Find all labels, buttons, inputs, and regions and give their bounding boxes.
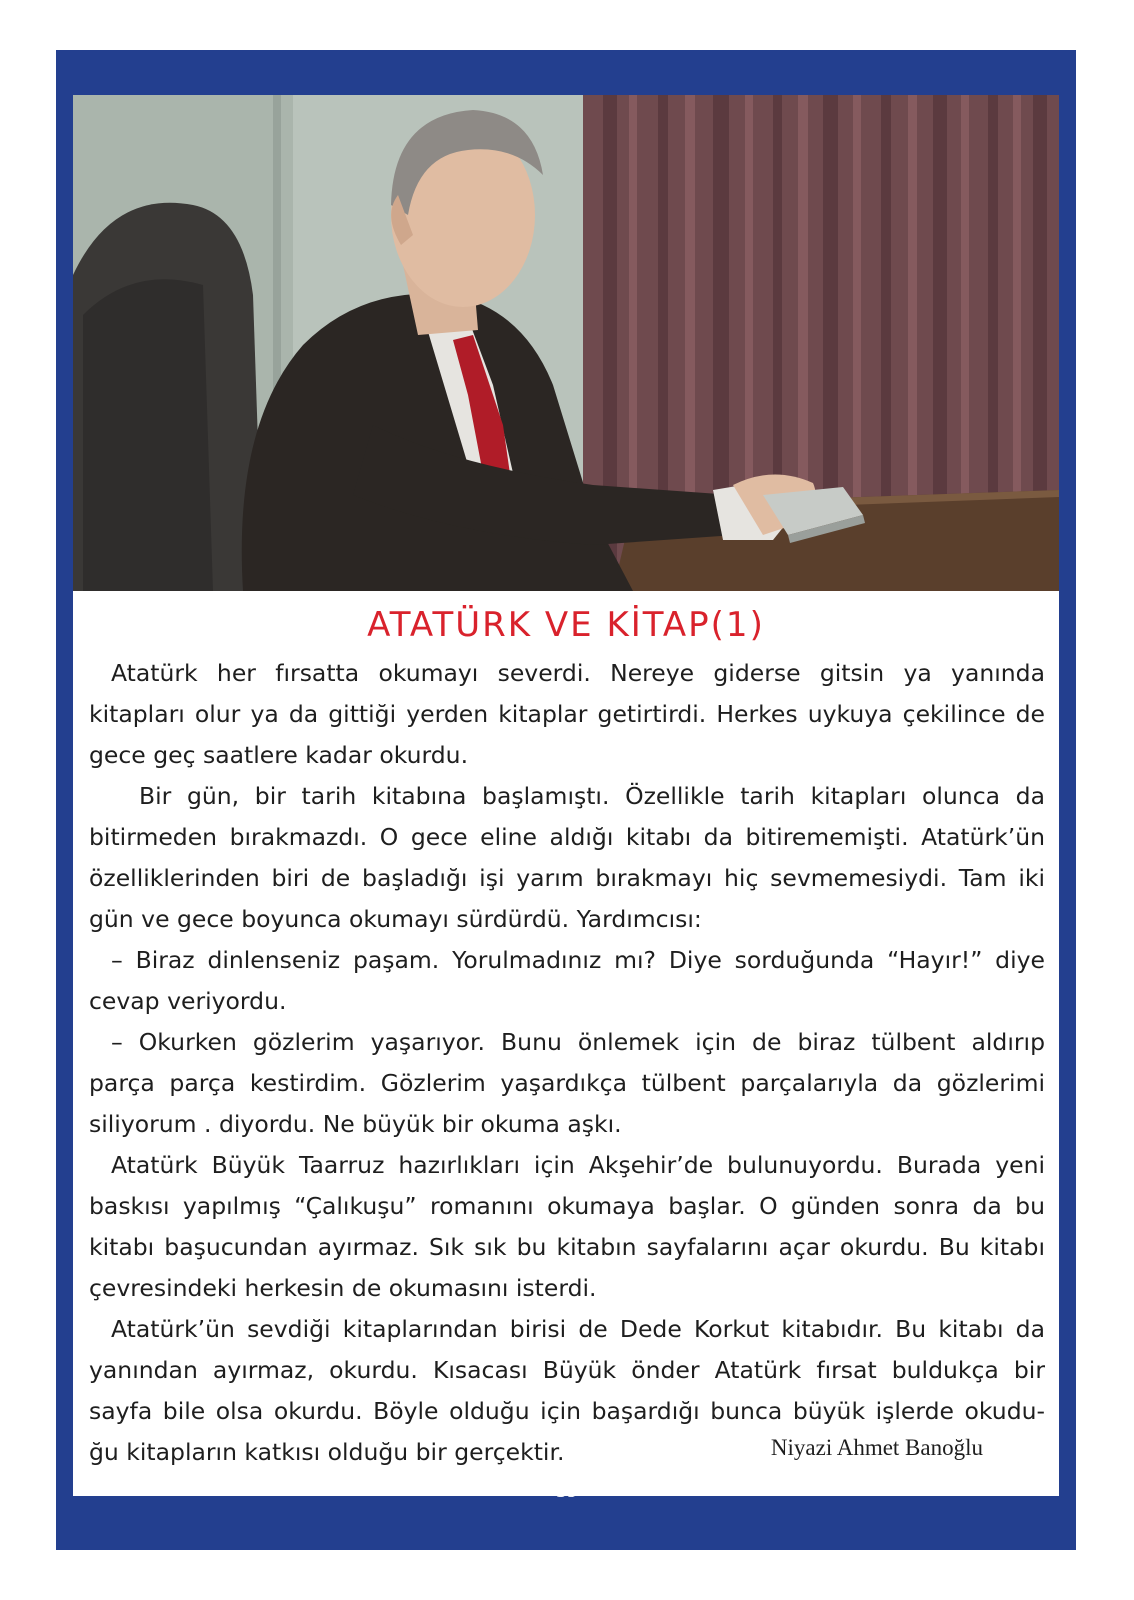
page-number: 39 (556, 1477, 578, 1502)
text-line: bitirmeden bırakmazdı. O gece eline aldığı kitabı da bitirememişti. Atatürk’ün (89, 823, 1045, 851)
text-line: çevresindeki herkesin de okumasını isterdi. (89, 1274, 597, 1302)
text-line: kitabı başucundan ayırmaz. Sık sık bu kitabın sayfalarını açar okurdu. Bu kitabı (89, 1233, 1045, 1261)
text-line: gün ve gece boyunca okumayı sürdürdü. Yardımcısı: (89, 905, 702, 933)
text-line: kitapları olur ya da gittiği yerden kitaplar getirtirdi. Herkes uykuya çekilince de (89, 700, 1045, 728)
illustration-ataturk-reading (73, 95, 1059, 591)
article-body (89, 653, 1045, 1473)
text-line: parça parça kestirdim. Gözlerim yaşardıkça tülbent parçalarıyla da gözlerimi (89, 1069, 1045, 1097)
text-line: Bir gün, bir tarih kitabına başlamıştı. Özellikle tarih kitapları olunca da (139, 782, 1045, 810)
text-line: sayfa bile olsa okurdu. Böyle olduğu için başardığı bunca büyük işlerde okudu- (89, 1397, 1045, 1425)
author-name: Niyazi Ahmet Banoğlu (770, 1435, 983, 1460)
text-line: baskısı yapılmış “Çalıkuşu” romanını okumaya başlar. O günden sonra da bu (89, 1192, 1045, 1220)
text-line: cevap veriyordu. (89, 987, 287, 1015)
text-line: ğu kitapların katkısı olduğu bir gerçektir. (89, 1438, 565, 1466)
text-line: Atatürk Büyük Taarruz hazırlıkları için Akşehir’de bulunuyordu. Burada yeni (111, 1151, 1045, 1179)
text-line: özelliklerinden biri de başladığı işi yarım bırakmayı hiç sevmemesiydi. Tam iki (89, 864, 1045, 892)
text-line: – Biraz dinlenseniz paşam. Yorulmadınız mı? Diye sorduğunda “Hayır!” diye (111, 946, 1045, 974)
text-line: Atatürk’ün sevdiği kitaplarından birisi de Dede Korkut kitabıdır. Bu kitabı da (111, 1315, 1045, 1343)
text-line: yanından ayırmaz, okurdu. Kısacası Büyük önder Atatürk fırsat buldukça bir (89, 1356, 1045, 1384)
article-title: ATATÜRK VE KİTAP(1) (367, 605, 765, 645)
text-line: gece geç saatlere kadar okurdu. (89, 741, 469, 769)
text-line: – Okurken gözlerim yaşarıyor. Bunu önlemek için de biraz tülbent aldırıp (111, 1028, 1045, 1056)
text-line: siliyorum . diyordu. Ne büyük bir okuma aşkı. (89, 1110, 622, 1138)
text-line: Atatürk her fırsatta okumayı severdi. Nereye giderse gitsin ya yanında (111, 659, 1045, 687)
article-panel (73, 591, 1059, 1496)
